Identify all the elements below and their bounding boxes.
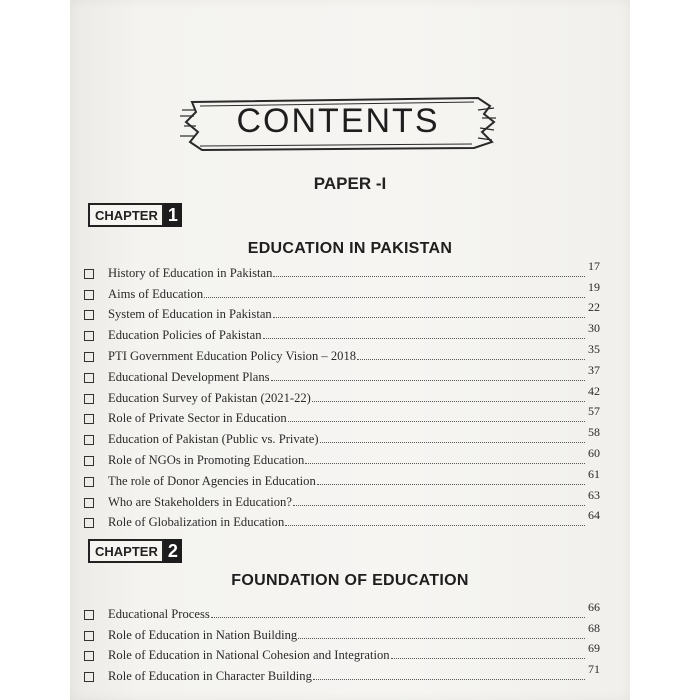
toc-item-page: 69 [588, 641, 600, 656]
leader-dots [313, 679, 585, 680]
toc-item[interactable] [84, 487, 600, 511]
toc-item-page: 63 [588, 487, 600, 502]
chapter-2-heading [88, 539, 182, 563]
checkbox-icon [84, 610, 94, 620]
leader-dots [273, 317, 585, 318]
toc-item-page: 42 [588, 383, 600, 398]
toc-item[interactable] [84, 620, 600, 644]
toc-item-title: Who are Stakeholders in Education? [108, 494, 292, 509]
checkbox-icon [84, 394, 94, 404]
toc-item-title: Role of Private Sector in Education [108, 411, 287, 426]
toc-item-page: 66 [588, 599, 600, 614]
chapter-label: CHAPTER [88, 539, 164, 563]
leader-dots [391, 658, 585, 659]
toc-item-page: 64 [588, 508, 600, 523]
toc-item-title: System of Education in Pakistan [108, 307, 272, 322]
toc-item-title: Role of Education in National Cohesion and Integration [108, 648, 390, 663]
leader-dots [298, 638, 585, 639]
toc-item-title: Role of Globalization in Education [108, 515, 285, 530]
toc-item-page: 68 [588, 620, 600, 635]
checkbox-icon [84, 290, 94, 300]
checkbox-icon [84, 373, 94, 383]
toc-item-page: 17 [588, 258, 600, 273]
checkbox-icon [84, 414, 94, 424]
toc-item[interactable] [84, 258, 600, 282]
checkbox-icon [84, 269, 94, 279]
toc-item-page: 35 [588, 341, 600, 356]
checkbox-icon [84, 352, 94, 362]
toc-item-page: 61 [588, 466, 600, 481]
toc-item[interactable] [84, 404, 600, 428]
toc-item-page: 19 [588, 279, 600, 294]
toc-item-title: PTI Government Education Policy Vision – 2018 [108, 348, 357, 363]
toc-item-page: 60 [588, 445, 600, 460]
page-title: CONTENTS [236, 102, 440, 140]
toc-item-title: Role of Education in Character Building [108, 669, 312, 684]
toc-item-title: Education Survey of Pakistan (2021-22) [108, 390, 311, 405]
chapter-label: CHAPTER [88, 203, 164, 227]
chapter-2-toc [84, 599, 600, 685]
toc-item[interactable] [84, 445, 600, 469]
leader-dots [312, 401, 585, 402]
checkbox-icon [84, 456, 94, 466]
leader-dots [271, 380, 585, 381]
toc-item-page: 37 [588, 362, 600, 377]
toc-item[interactable] [84, 279, 600, 303]
leader-dots [317, 484, 585, 485]
toc-item-page: 30 [588, 321, 600, 336]
leader-dots [357, 359, 585, 360]
toc-item[interactable] [84, 300, 600, 324]
checkbox-icon [84, 518, 94, 528]
chapter-1-toc [84, 258, 600, 531]
toc-item[interactable] [84, 383, 600, 407]
leader-dots [204, 297, 585, 298]
leader-dots [320, 442, 585, 443]
toc-item-title: History of Education in Pakistan [108, 265, 273, 280]
toc-item-title: The role of Donor Agencies in Education [108, 473, 316, 488]
checkbox-icon [84, 477, 94, 487]
toc-item[interactable] [84, 664, 600, 685]
checkbox-icon [84, 331, 94, 341]
toc-item-title: Education Policies of Pakistan [108, 328, 262, 343]
leader-dots [263, 338, 585, 339]
toc-item[interactable] [84, 508, 600, 532]
toc-item[interactable] [84, 323, 600, 344]
checkbox-icon [84, 435, 94, 445]
toc-item-title: Role of Education in Nation Building [108, 627, 298, 642]
checkbox-icon [84, 498, 94, 508]
toc-item[interactable] [84, 341, 600, 365]
toc-item-title: Educational Development Plans [108, 369, 270, 384]
toc-item-title: Role of NGOs in Promoting Education [108, 452, 305, 467]
toc-item-title: Educational Process [108, 606, 210, 621]
toc-item-page: 58 [588, 425, 600, 440]
toc-item-page: 57 [588, 404, 600, 419]
toc-item[interactable] [84, 466, 600, 490]
leader-dots [211, 617, 585, 618]
leader-dots [288, 421, 585, 422]
toc-item[interactable] [84, 599, 600, 623]
checkbox-icon [84, 631, 94, 641]
leader-dots [293, 505, 585, 506]
paper-title: PAPER -I [313, 174, 387, 193]
leader-dots [285, 525, 585, 526]
leader-dots [273, 276, 585, 277]
toc-item[interactable] [84, 427, 600, 448]
checkbox-icon [84, 651, 94, 661]
toc-item[interactable] [84, 362, 600, 386]
contents-banner [178, 92, 498, 154]
toc-item[interactable] [84, 641, 600, 665]
chapter-1-heading [88, 203, 182, 227]
checkbox-icon [84, 672, 94, 682]
toc-item-title: Education of Pakistan (Public vs. Private) [108, 432, 319, 447]
chapter-number: 2 [164, 539, 182, 563]
toc-item-title: Aims of Education [108, 286, 204, 301]
checkbox-icon [84, 310, 94, 320]
toc-item-page: 71 [588, 662, 600, 677]
chapter-1-title: EDUCATION IN PAKISTAN [247, 240, 453, 257]
toc-item-page: 22 [588, 300, 600, 315]
chapter-number: 1 [164, 203, 182, 227]
leader-dots [305, 463, 585, 464]
chapter-2-title: FOUNDATION OF EDUCATION [231, 572, 469, 589]
